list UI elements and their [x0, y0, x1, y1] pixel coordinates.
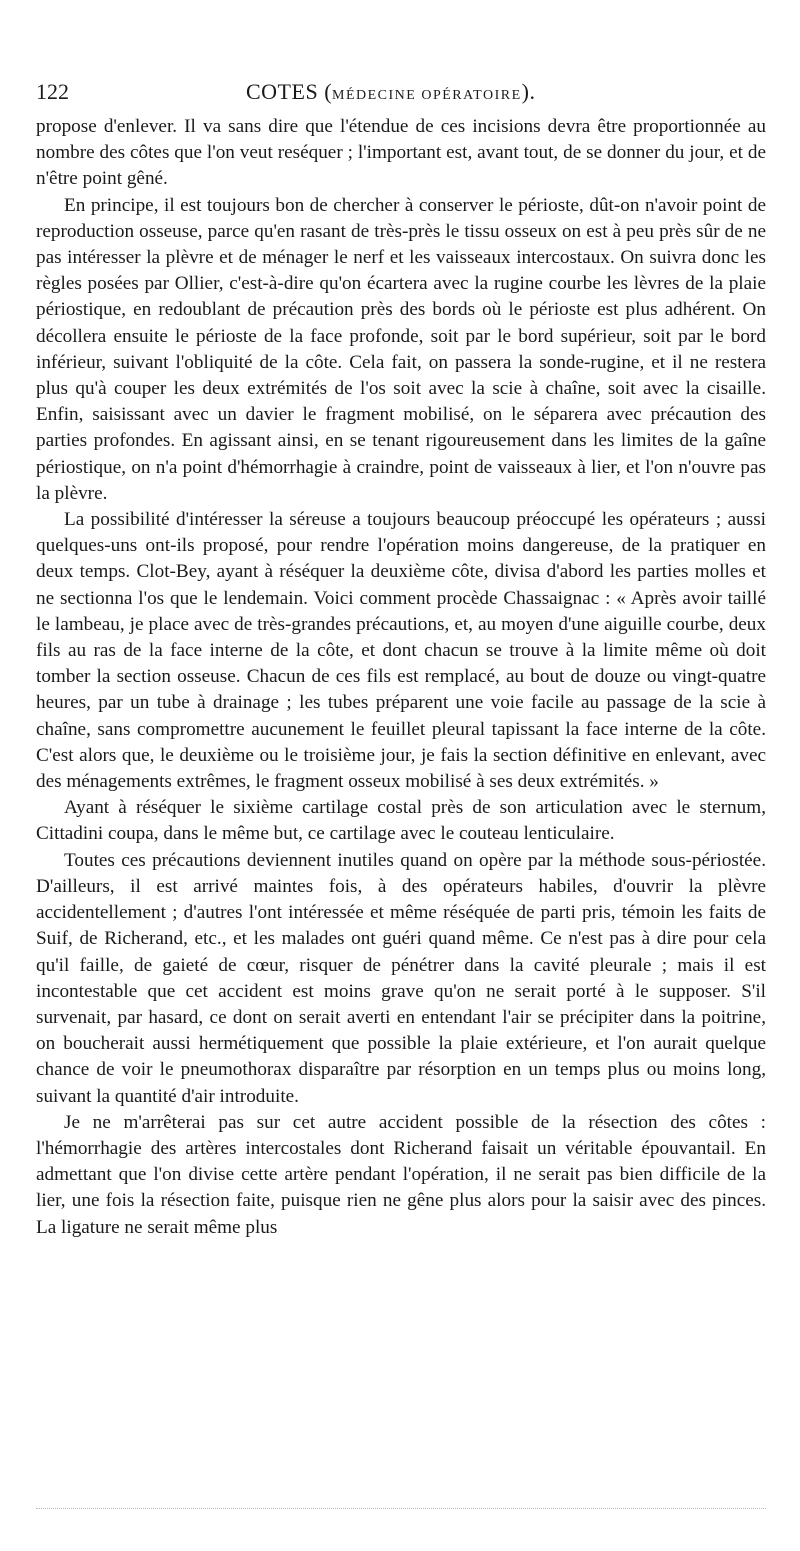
document-page: [36, 70, 766, 1241]
paragraph-cittadini: Ayant à réséquer le sixième cartilage costal près de son articulation avec le sternum, Cittadini coupa, dans le même but, ce cartilage avec le couteau lenticulaire.: [36, 797, 766, 845]
running-head: [36, 70, 766, 114]
paragraph-continuation: propose d'enlever. Il va sans dire que l'étendue de ces incisions devra être proportionnée au nombre des côtes que l'on veut reséquer ; l'important est, avant tout, de se donner du jour, et de n'être point gêné.: [36, 116, 766, 190]
running-title-sub: MÉDECINE OPÉRATOIRE: [332, 88, 522, 103]
running-title: COTES (MÉDECINE OPÉRATOIRE).: [246, 79, 536, 104]
paragraph-serous-membrane: La possibilité d'intéresser la séreuse a toujours beaucoup préoccupé les opérateurs ; aussi quelques-uns ont-ils proposé, pour rendre l'opération moins dangereuse, de la pratiquer en deux temps. Clot-Bey, ayant à réséquer la deuxième côte, divisa d'abord les parties molles et ne sectionna l'os que le lendemain. Voici comment procède Chassaignac : « Après avoir taillé le lambeau, je place avec de très-grandes précautions, et, au moyen d'une aiguille courbe, deux fils au ras de la face interne de la côte, et dont chacun se trouve à la limite même où doit tomber la section osseuse. Chacun de ces fils est remplacé, au bout de douze ou vingt-quatre heures, par un tube à drainage ; les tubes préparent une voie facile au passage de la scie à chaîne, sans compromettre aucunement le feuillet pleural tapissant la face interne de la côte. C'est alors que, le deuxième ou le troisième jour, je fais la section définitive en enlevant, avec des ménagements extrêmes, le fragment osseux mobilisé à ses deux extrémités. »: [36, 509, 766, 793]
page-number: 122: [36, 79, 69, 104]
body-text: [36, 114, 766, 1241]
footer-dotted-rule: [36, 1508, 766, 1509]
paragraph-periosteum: En principe, il est toujours bon de chercher à conserver le périoste, dût-on n'avoir point de reproduction osseuse, parce qu'en rasant de très-près le tissu osseux on est à peu près sûr de ne pas intéresser la plèvre et de ménager le nerf et les vaisseaux intercostaux. On suivra donc les règles posées par Ollier, c'est-à-dire qu'on écartera avec la rugine courbe les lèvres de la plaie périostique, en redoublant de précaution près des bords où le périoste est plus adhérent. On décollera ensuite le périoste de la face profonde, soit par le bord supérieur, soit par le bord inférieur, suivant l'obliquité de la côte. Cela fait, on passera la sonde-rugine, et il ne restera plus qu'à couper les deux extrémités de l'os soit avec la scie à chaîne, soit avec la cisaille. Enfin, saisissant avec un davier le fragment mobilisé, on le séparera avec précaution des parties profondes. En agissant ainsi, en se tenant rigoureusement dans les limites de la gaîne périostique, on n'a point d'hémorrhagie à craindre, point de vaisseaux à lier, et l'on n'ouvre pas la plèvre.: [36, 194, 766, 504]
running-title-main: COTES: [246, 79, 319, 104]
paragraph-hemorrhage: Je ne m'arrêterai pas sur cet autre accident possible de la résection des côtes : l'hémorrhagie des artères intercostales dont Richerand faisait un véritable épouvantail. En admettant que l'on divise cette artère pendant l'opération, il ne serait pas bien difficile de la lier, une fois la résection faite, puisque rien ne gêne plus alors pour la saisir avec des pinces. La ligature ne serait même plus: [36, 1111, 766, 1238]
paragraph-subperiosteal-method: Toutes ces précautions deviennent inutiles quand on opère par la méthode sous-périostée. D'ailleurs, il est arrivé maintes fois, à des opérateurs habiles, d'ouvrir la plèvre accidentellement ; d'autres l'ont intéressée et même réséquée de parti pris, témoin les faits de Suif, de Richerand, etc., et les malades ont guéri quand même. Ce n'est pas à dire pour cela qu'il faille, de gaieté de cœur, risquer de pénétrer dans la cavité pleurale ; mais il est incontestable que cet accident est moins grave qu'on ne serait porté à le supposer. S'il survenait, par hasard, ce dont on serait averti en entendant l'air se précipiter dans la poitrine, on boucherait aussi hermétiquement que possible la plaie extérieure, et l'on aurait quelque chance de voir le pneumothorax disparaître par résorption en un temps plus ou moins long, suivant la quantité d'air introduite.: [36, 849, 766, 1107]
